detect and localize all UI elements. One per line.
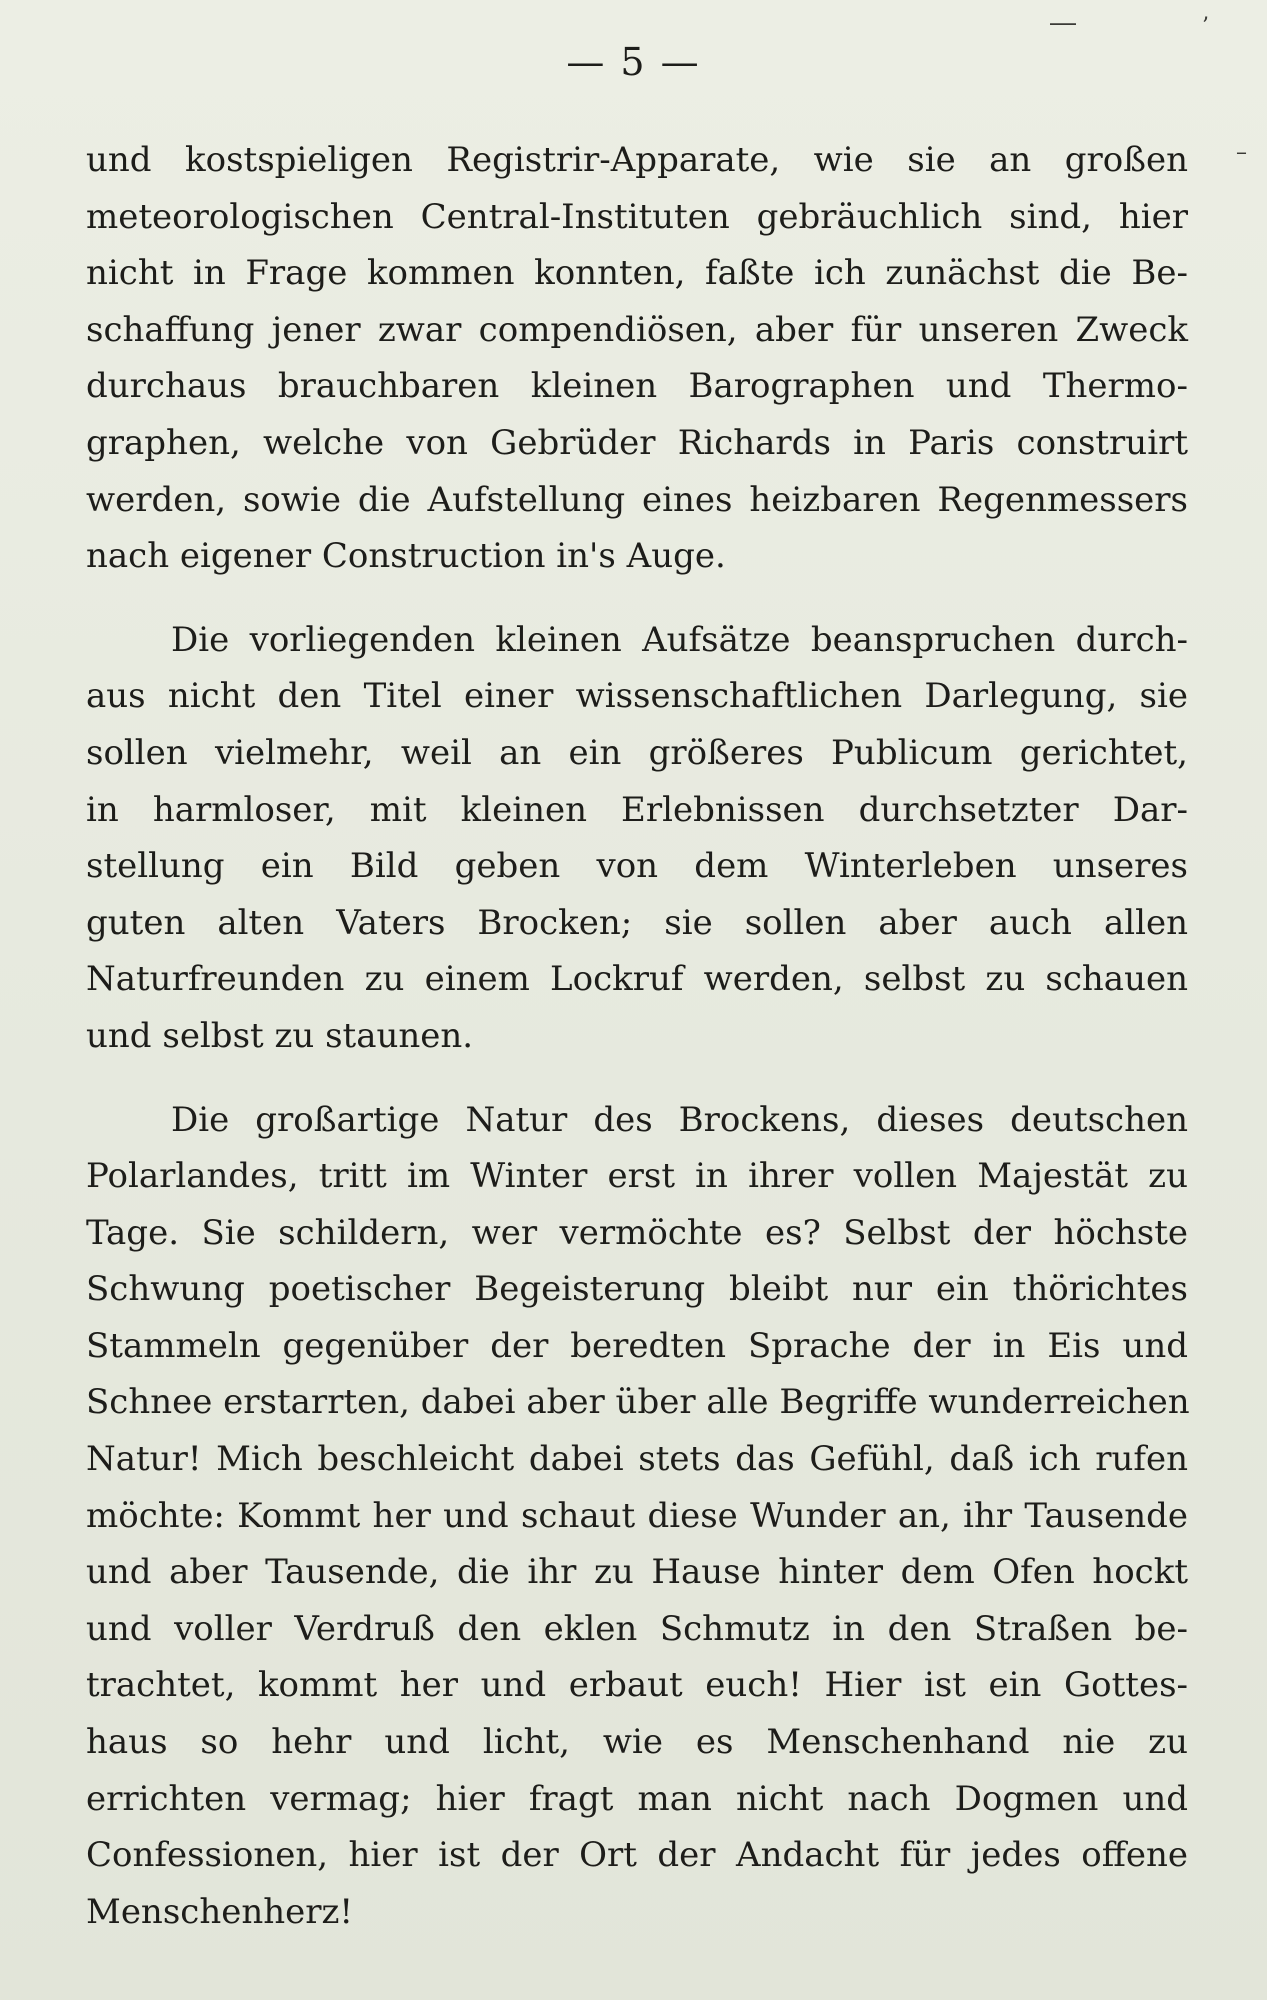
text-line: Schwung poetischer Begeisterung bleibt nur ein thörichtes xyxy=(86,1269,1188,1310)
text-line: durchaus brauchbaren kleinen Barographen und Thermo- xyxy=(86,366,1188,407)
text-line: sollen vielmehr, weil an ein größeres Publicum gerichtet, xyxy=(86,732,1188,773)
text-line: und aber Tausende, die ihr zu Hause hinter dem Ofen hockt xyxy=(86,1552,1188,1593)
page-edge-mark-icon: – xyxy=(1236,140,1247,165)
text-line: schaffung jener zwar compendiösen, aber für unseren Zweck xyxy=(86,309,1188,350)
text-line: Die vorliegenden kleinen Aufsätze beanspruchen durch- xyxy=(171,619,1188,660)
text-line: nicht in Frage kommen konnten, faßte ich zunächst die Be- xyxy=(86,253,1188,294)
text-line: Natur! Mich beschleicht dabei stets das Gefühl, daß ich rufen xyxy=(86,1439,1188,1480)
text-line: Confessionen, hier ist der Ort der Andacht für jedes offene xyxy=(86,1835,1188,1876)
text-line: Menschenherz! xyxy=(86,1891,354,1932)
page-edge-mark-icon: ’ xyxy=(1202,14,1209,39)
text-line: Naturfreunden zu einem Lockruf werden, selbst zu schauen xyxy=(86,959,1188,1000)
text-line: und selbst zu staunen. xyxy=(86,1015,474,1056)
text-line: werden, sowie die Aufstellung eines heizbaren Regenmessers xyxy=(86,479,1188,520)
page-number: — 5 — xyxy=(566,40,701,84)
text-line: errichten vermag; hier fragt man nicht nach Dogmen und xyxy=(86,1778,1188,1819)
body-text xyxy=(86,132,1188,1967)
text-line: und kostspieligen Registrir-Apparate, wie sie an großen xyxy=(86,140,1188,180)
paragraph-2 xyxy=(86,612,1188,1065)
text-line: aus nicht den Titel einer wissenschaftlichen Darlegung, sie xyxy=(86,676,1188,717)
text-line: nach eigener Construction in's Auge. xyxy=(86,536,726,577)
paragraph-1 xyxy=(86,132,1188,585)
page-edge-mark-icon: ― xyxy=(1050,8,1076,38)
text-line: guten alten Vaters Brocken; sie sollen aber auch allen xyxy=(86,902,1188,943)
text-line: Schnee erstarrten, dabei aber über alle Begriffe wunderreichen xyxy=(86,1382,1190,1423)
text-line: und voller Verdruß den eklen Schmutz in den Straßen be- xyxy=(86,1608,1188,1649)
text-line: Tage. Sie schildern, wer vermöchte es? Selbst der höchste xyxy=(86,1212,1188,1253)
paragraph-3 xyxy=(86,1092,1188,1941)
text-line: meteorologischen Central-Instituten gebräuchlich sind, hier xyxy=(86,196,1188,237)
text-line: Die großartige Natur des Brockens, dieses deutschen xyxy=(171,1099,1188,1140)
text-line: möchte: Kommt her und schaut diese Wunder an, ihr Tausende xyxy=(86,1495,1188,1536)
text-line: in harmloser, mit kleinen Erlebnissen durchsetzter Dar- xyxy=(86,789,1188,830)
text-line: Stammeln gegenüber der beredten Sprache der in Eis und xyxy=(86,1325,1188,1366)
text-line: trachtet, kommt her und erbaut euch! Hier ist ein Gottes- xyxy=(86,1665,1188,1706)
text-line: graphen, welche von Gebrüder Richards in Paris construirt xyxy=(86,422,1188,463)
text-line: stellung ein Bild geben von dem Winterleben unseres xyxy=(86,846,1188,887)
text-line: Polarlandes, tritt im Winter erst in ihrer vollen Majestät zu xyxy=(86,1156,1188,1197)
text-line: haus so hehr und licht, wie es Menschenhand nie zu xyxy=(86,1722,1188,1763)
